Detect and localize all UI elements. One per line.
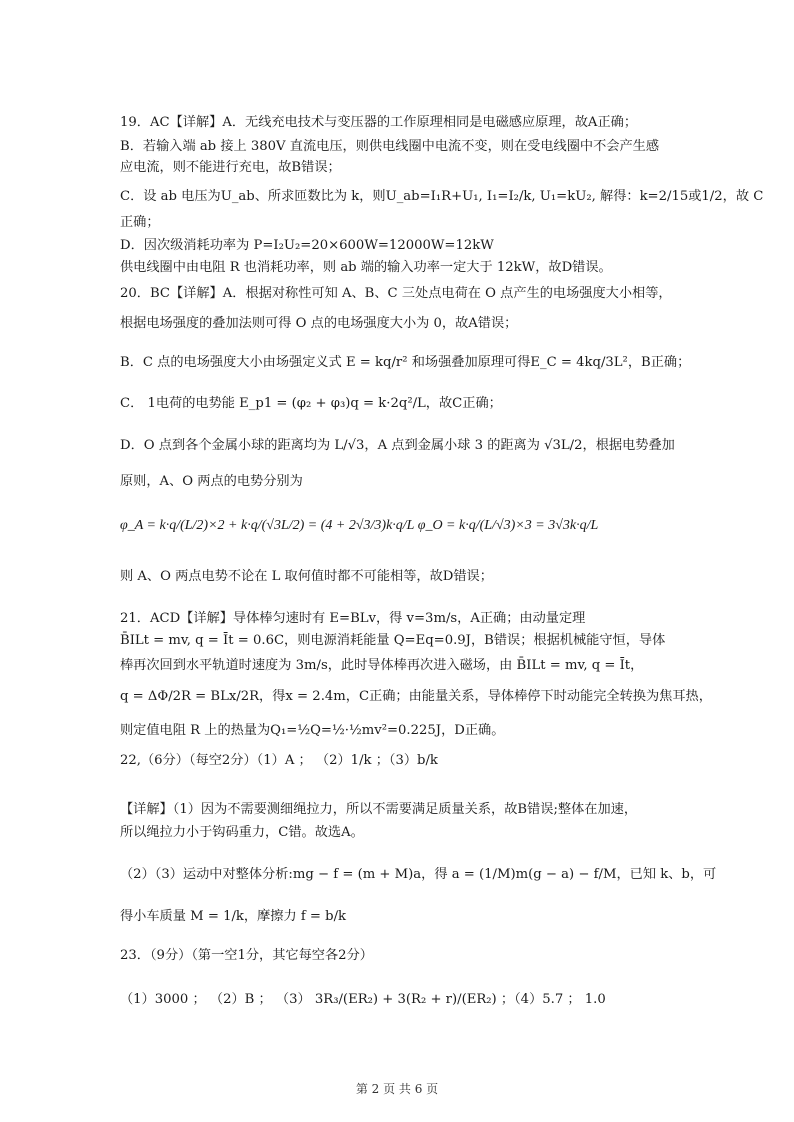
q20-line-6: 原则，A、O 两点的电势分别为 <box>120 474 303 489</box>
q19-line-5: 正确； <box>120 215 160 230</box>
q22-detail-line-2: 所以绳拉力小于钩码重力，C错。故选A。 <box>120 825 364 840</box>
q20-line-5: D．O 点到各个金属小球的距离均为 L/√3，A 点到金属小球 3 的距离为 √3L/2，根据电势叠加 <box>120 438 675 453</box>
q20-line-8: 则 A、O 两点电势不论在 L 取何值时都不可能相等，故D错误； <box>120 569 493 584</box>
q20-line-1: 20．BC【详解】A．根据对称性可知 A、B、C 三处点电荷在 O 点产生的电场强度大小相等， <box>120 286 672 301</box>
q22-detail-line-4: 得小车质量 M = 1/k，摩擦力 f = b/k <box>120 909 347 924</box>
q20-line-4: C． 1电荷的电势能 E_p1 = (φ₂ + φ₃)q = k·2q²/L，故C正确； <box>120 396 502 411</box>
q22-answer-line: 22,（6分）（每空2分）（1）A ； （2）1/k ；（3）b/k <box>120 753 438 768</box>
q20-line-2: 根据电场强度的叠加法则可得 O 点的电场强度大小为 0，故A错误； <box>120 316 518 331</box>
q19-line-3: 应电流，则不能进行充电，故B错误； <box>120 160 341 175</box>
q22-detail-line-1: 【详解】（1）因为不需要测细绳拉力，所以不需要满足质量关系，故B错误;整体在加速， <box>120 802 638 817</box>
q21-line-2: B̄ILt = mv, q = Īt = 0.6C，则电源消耗能量 Q=Eq=0.9J，B错误；根据机械能守恒，导体 <box>120 633 666 648</box>
page-footer: 第 2 页 共 6 页 <box>355 1082 439 1096</box>
q19-line-4: C．设 ab 电压为U_ab、所求匝数比为 k，则U_ab=I₁R+U₁, I₁=I₂/k, U₁=kU₂, 解得：k=2/15或1/2，故 C <box>120 189 764 204</box>
q22-detail-line-3: （2）（3）运动中对整体分析:mg − f = (m + M)a，得 a = (1/M)m(g − a) − f/M，已知 k、b，可 <box>120 867 717 882</box>
q19-line-1: 19．AC【详解】A．无线充电技术与变压器的工作原理相同是电磁感应原理，故A正确； <box>120 115 638 130</box>
q21-line-1: 21．ACD【详解】导体棒匀速时有 E=BLv，得 v=3m/s，A正确；由动量定理 <box>120 611 586 626</box>
q19-line-7: 供电线圈中由电阻 R 也消耗功率，则 ab 端的输入功率一定大于 12kW，故D错误。 <box>120 260 612 275</box>
q21-line-4: q = ΔΦ/2R = BLx/2R，得x = 2.4m，C正确；由能量关系，导体棒停下时动能完全转换为焦耳热， <box>120 689 712 704</box>
q21-line-3: 棒再次回到水平轨道时速度为 3m/s，此时导体棒再次进入磁场，由 B̄ILt = mv, q = Īt， <box>120 658 644 673</box>
q21-line-5: 则定值电阻 R 上的热量为Q₁=½Q=½·½mv²=0.225J，D正确。 <box>120 723 505 738</box>
q20-potential-formulas: φ_A = k·q/(L/2)×2 + k·q/(√3L/2) = (4 + 2√3/3)k·q/L φ_O = k·q/(L/√3)×3 = 3√3k·q/L <box>120 518 599 533</box>
q23-header-line: 23．（9分）（第一空1分，其它每空各2分） <box>120 948 373 963</box>
q20-line-3: B．C 点的电场强度大小由场强定义式 E = kq/r² 和场强叠加原理可得E_C = 4kq/3L²，B正确； <box>120 355 691 370</box>
q19-line-6: D．因次级消耗功率为 P=I₂U₂=20×600W=12000W=12kW <box>120 238 494 253</box>
q23-answer-line: （1）3000 ； （2）B ； （3） 3R₃/(ER₂) + 3(R₂ + r)/(ER₂) ；（4）5.7 ； 1.0 <box>120 992 606 1007</box>
q19-line-2: B．若输入端 ab 接上 380V 直流电压，则供电线圈中电流不变，则在受电线圈中不会产生感 <box>120 139 660 154</box>
